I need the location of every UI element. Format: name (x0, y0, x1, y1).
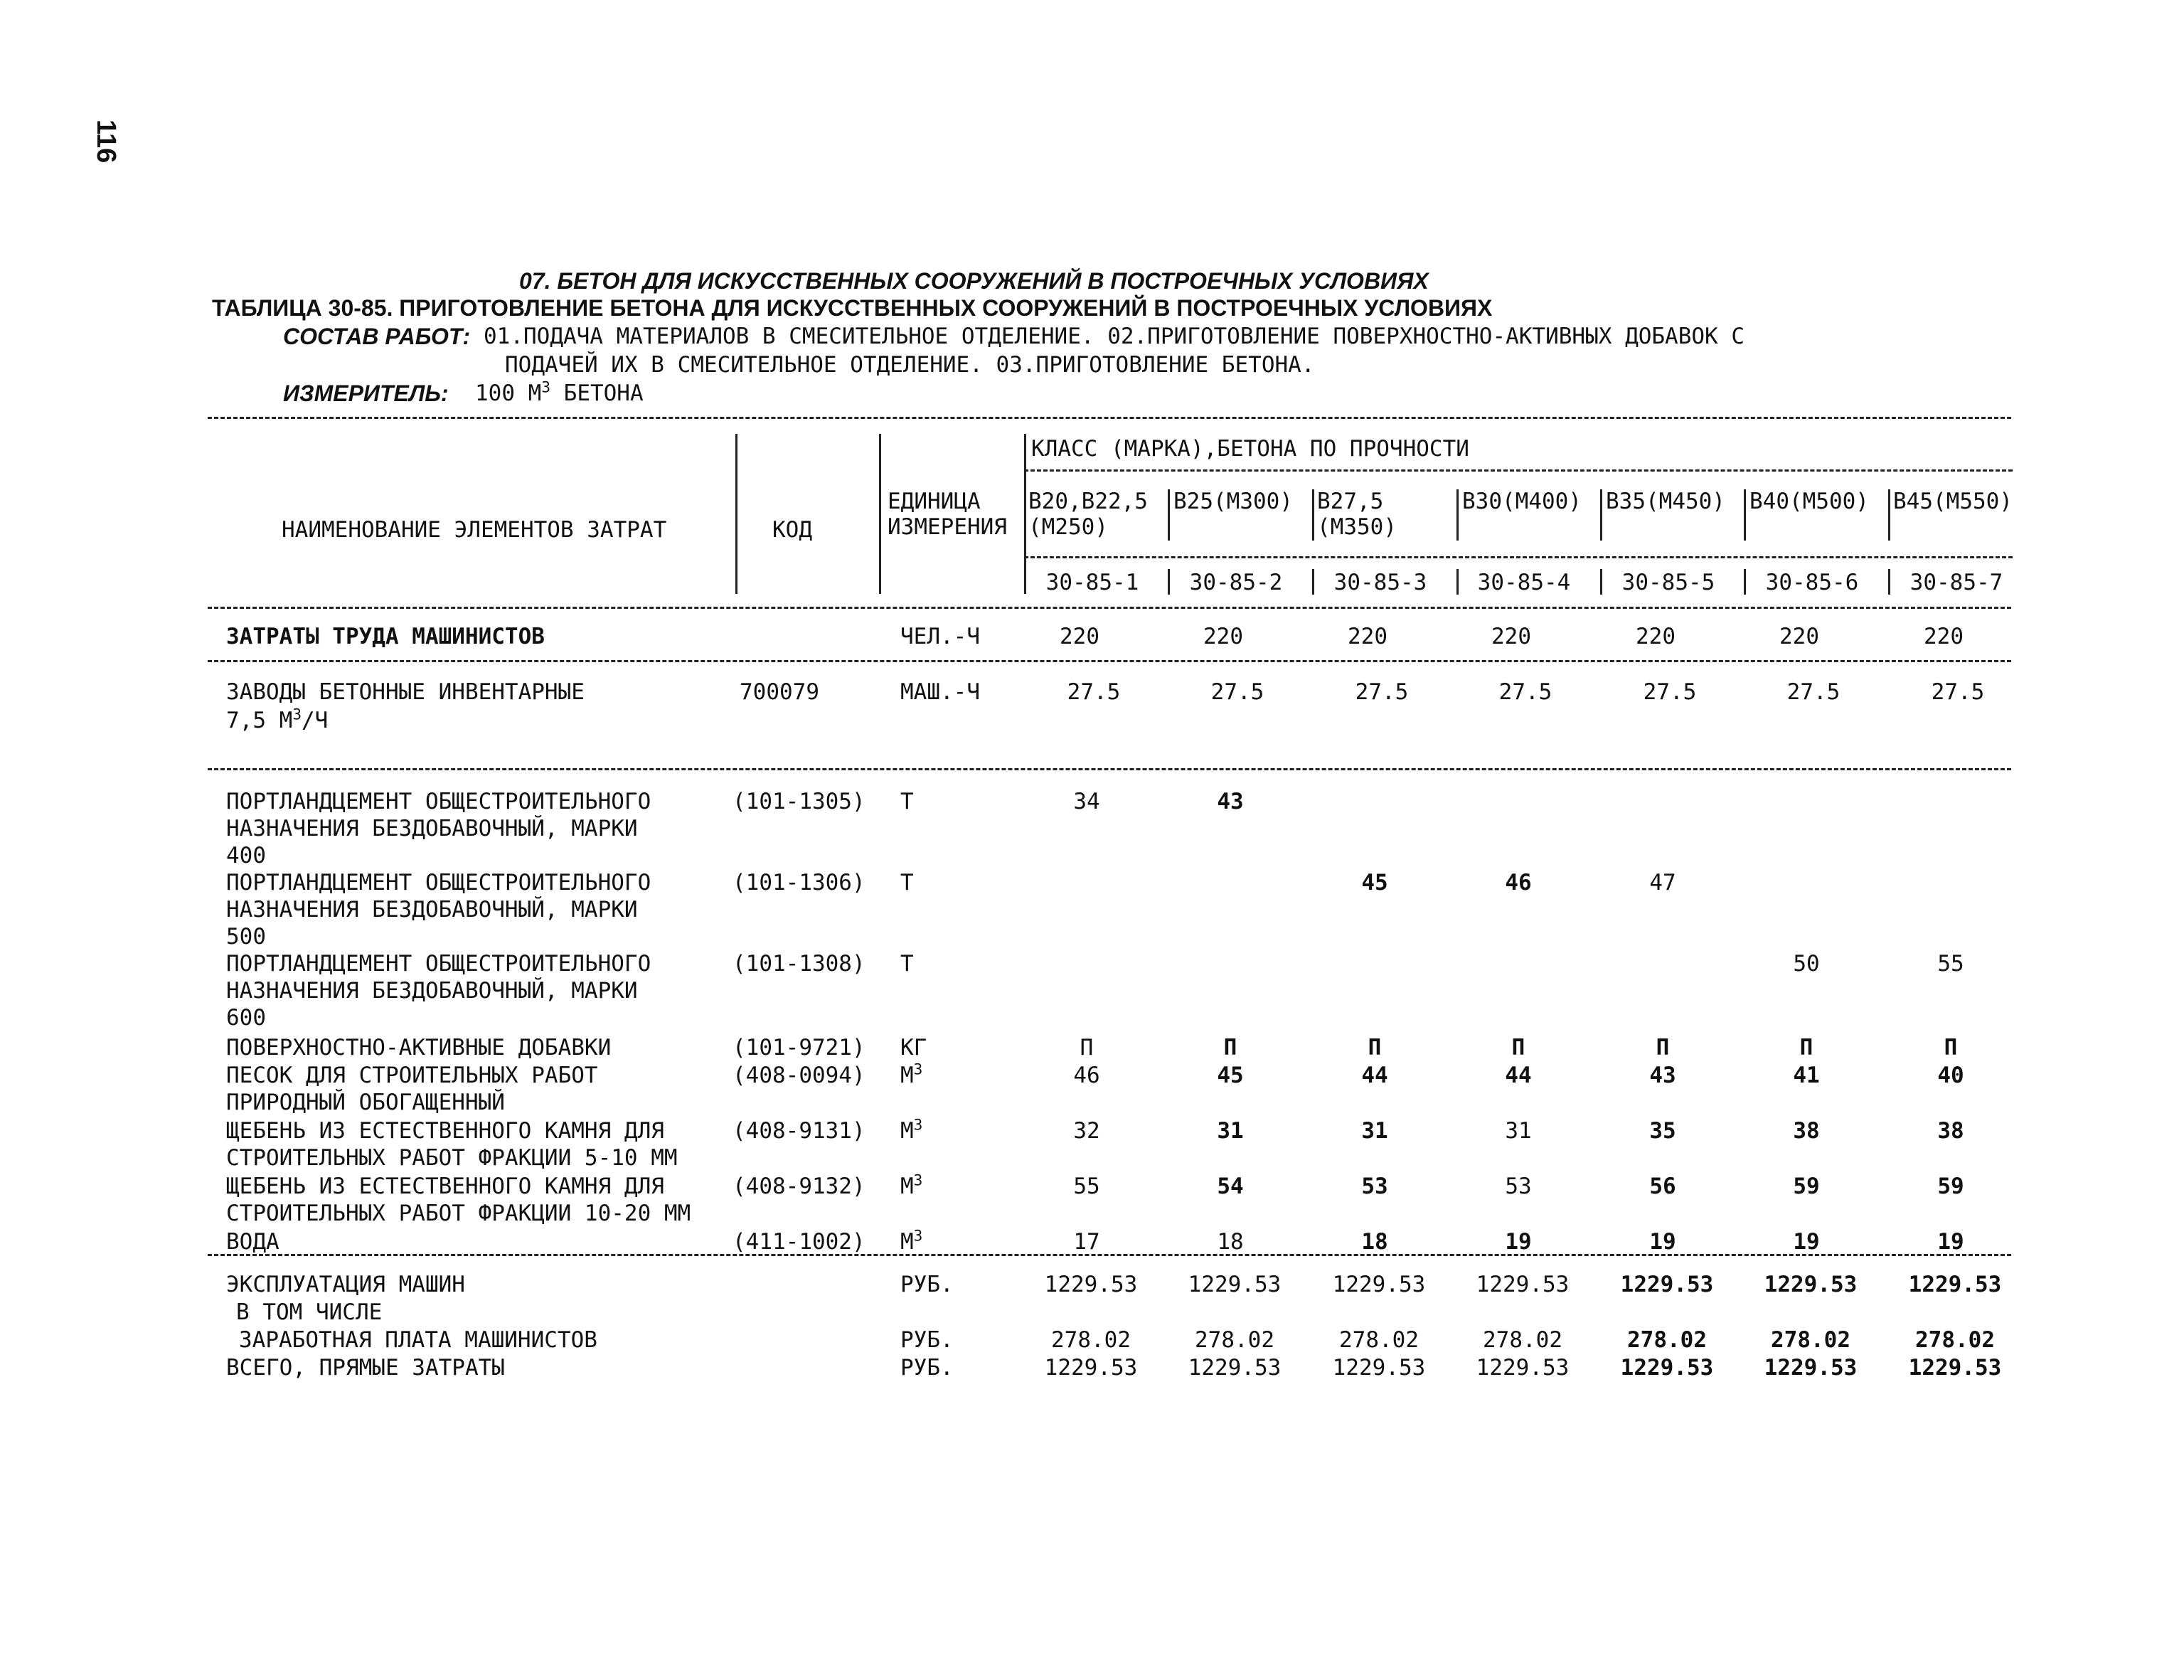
column-header-unit-2: ИЗМЕРЕНИЯ (888, 514, 1007, 540)
material-value: 17 (1073, 1229, 1100, 1255)
material-value: 18 (1361, 1229, 1388, 1255)
row-divider (208, 660, 2011, 662)
material-value: П (1080, 1035, 1094, 1060)
grade-label: В25(М300) (1173, 489, 1293, 514)
material-value: 47 (1649, 870, 1676, 895)
labor-value: 220 (1348, 624, 1387, 649)
material-name: ВОДА (226, 1229, 279, 1255)
operation-value: 1229.53 (1044, 1272, 1138, 1297)
material-name: 500 (226, 924, 266, 950)
labor-value: 220 (1203, 624, 1243, 649)
material-value: 38 (1793, 1118, 1820, 1144)
operation-value: 1229.53 (1332, 1272, 1426, 1297)
grade-divider (1168, 489, 1170, 541)
column-divider (735, 434, 737, 594)
material-code: (411-1002) (733, 1229, 865, 1255)
material-unit: Т (900, 789, 914, 814)
total-name: ВСЕГО, ПРЯМЫЕ ЗАТРАТЫ (226, 1355, 505, 1381)
labor-value: 220 (1924, 624, 1964, 649)
total-value: 1229.53 (1908, 1355, 2002, 1381)
material-value: 45 (1361, 870, 1388, 895)
material-name: 600 (226, 1005, 266, 1031)
material-unit: $М^3$ (900, 1060, 923, 1088)
work-composition-label: СОСТАВ РАБОТ: (283, 324, 471, 349)
grade-sublabel: (М250) (1028, 514, 1108, 540)
header-divider (1024, 469, 2013, 472)
material-value: 35 (1649, 1118, 1676, 1144)
labor-value: 220 (1636, 624, 1676, 649)
wages-value: 278.02 (1915, 1327, 1995, 1353)
table-title: ТАБЛИЦА 30-85. ПРИГОТОВЛЕНИЕ БЕТОНА ДЛЯ ИСКУССТВЕННЫХ СООРУЖЕНИЙ В ПОСТРОЕЧНЫХ УСЛОВИЯХ (212, 295, 1493, 321)
material-value: 38 (1937, 1118, 1964, 1144)
material-name: НАЗНАЧЕНИЯ БЕЗДОБАВОЧНЫЙ, МАРКИ (226, 897, 638, 923)
material-name: ПОРТЛАНДЦЕМЕНТ ОБЩЕСТРОИТЕЛЬНОГО (226, 951, 651, 977)
material-value: 32 (1073, 1118, 1100, 1144)
grade-label: В45(М550) (1893, 489, 2013, 514)
material-name: СТРОИТЕЛЬНЫХ РАБОТ ФРАКЦИИ 5-10 ММ (226, 1145, 678, 1171)
material-value: П (1368, 1035, 1382, 1060)
total-value: 1229.53 (1764, 1355, 1858, 1381)
material-value: П (1799, 1035, 1813, 1060)
material-name: 400 (226, 843, 266, 868)
total-value: 1229.53 (1476, 1355, 1570, 1381)
material-value: П (1223, 1035, 1237, 1060)
header-bottom-border (208, 607, 2011, 609)
material-value: 54 (1217, 1174, 1244, 1199)
machine-value: 27.5 (1786, 679, 1841, 705)
material-value: 55 (1937, 951, 1964, 977)
including-label: В ТОМ ЧИСЛЕ (236, 1299, 383, 1325)
material-value: 53 (1505, 1174, 1532, 1199)
wages-value: 278.02 (1771, 1327, 1850, 1353)
labor-unit: ЧЕЛ.-Ч (900, 624, 980, 649)
material-name: НАЗНАЧЕНИЯ БЕЗДОБАВОЧНЫЙ, МАРКИ (226, 816, 638, 841)
norm-code: 30-85-5 (1621, 570, 1715, 595)
material-unit: Т (900, 870, 914, 895)
machines-name-line-2: 7,5 $М^3/Ч$ (226, 706, 329, 733)
machines-code: 700079 (740, 679, 819, 705)
table-top-border (208, 417, 2011, 419)
material-value: 19 (1505, 1229, 1532, 1255)
material-value: 50 (1793, 951, 1820, 977)
header-divider (1024, 556, 2013, 558)
material-unit: Т (900, 951, 914, 977)
material-value: 41 (1793, 1063, 1820, 1088)
machine-value: 27.5 (1210, 679, 1264, 705)
work-composition-line-1: 01.ПОДАЧА МАТЕРИАЛОВ В СМЕСИТЕЛЬНОЕ ОТДЕЛЕНИЕ. 02.ПРИГОТОВЛЕНИЕ ПОВЕРХНОСТНО-АКТИВНЫХ ДОБАВОК С (484, 324, 1745, 349)
machine-value: 27.5 (1643, 679, 1697, 705)
grade-divider (1744, 489, 1746, 541)
wages-value: 278.02 (1627, 1327, 1707, 1353)
machines-unit: МАШ.-Ч (900, 679, 980, 705)
material-value: П (1511, 1035, 1525, 1060)
material-code: (101-1306) (733, 870, 865, 895)
material-value: 43 (1649, 1063, 1676, 1088)
grade-sublabel: (М350) (1317, 514, 1397, 540)
section-title: 07. БЕТОН ДЛЯ ИСКУССТВЕННЫХ СООРУЖЕНИЙ В ПОСТРОЕЧНЫХ УСЛОВИЯХ (519, 268, 1429, 294)
concrete-class-title: КЛАСС (МАРКА),БЕТОНА ПО ПРОЧНОСТИ (1031, 436, 1469, 462)
norm-code: 30-85-2 (1189, 570, 1283, 595)
material-value: 43 (1217, 789, 1244, 814)
machines-name: ЗАВОДЫ БЕТОННЫЕ ИНВЕНТАРНЫЕ (226, 679, 585, 705)
labor-value: 220 (1779, 624, 1819, 649)
material-name: ПОРТЛАНДЦЕМЕНТ ОБЩЕСТРОИТЕЛЬНОГО (226, 789, 651, 814)
material-value: 40 (1937, 1063, 1964, 1088)
measure-value: 100 $М^3$ БЕТОНА (475, 378, 644, 406)
grade-label: В20,В22,5 (1028, 489, 1148, 514)
norm-code: 30-85-3 (1333, 570, 1427, 595)
material-unit: $М^3$ (900, 1171, 923, 1199)
material-name: ЩЕБЕНЬ ИЗ ЕСТЕСТВЕННОГО КАМНЯ ДЛЯ (226, 1118, 664, 1144)
grade-label: В40(М500) (1749, 489, 1869, 514)
norm-code: 30-85-7 (1909, 570, 2003, 595)
wages-value: 278.02 (1195, 1327, 1274, 1353)
labor-value: 220 (1060, 624, 1099, 649)
machine-value: 27.5 (1498, 679, 1552, 705)
material-value: 31 (1505, 1118, 1532, 1144)
material-value: 55 (1073, 1174, 1100, 1199)
material-name: ПОВЕРХНОСТНО-АКТИВНЫЕ ДОБАВКИ (226, 1035, 612, 1060)
material-name: ПОРТЛАНДЦЕМЕНТ ОБЩЕСТРОИТЕЛЬНОГО (226, 870, 651, 895)
material-value: 56 (1649, 1174, 1676, 1199)
column-header-unit-1: ЕДИНИЦА (888, 489, 981, 514)
machine-value: 27.5 (1355, 679, 1409, 705)
total-value: 1229.53 (1620, 1355, 1714, 1381)
machine-value: 27.5 (1931, 679, 1985, 705)
total-unit: РУБ. (900, 1355, 954, 1381)
material-value: 31 (1217, 1118, 1244, 1144)
machine-value: 27.5 (1067, 679, 1121, 705)
material-code: (101-1305) (733, 789, 865, 814)
norm-code: 30-85-6 (1765, 570, 1859, 595)
material-unit: $М^3$ (900, 1227, 923, 1255)
wages-value: 278.02 (1339, 1327, 1419, 1353)
operation-value: 1229.53 (1764, 1272, 1858, 1297)
machine-operation-unit: РУБ. (900, 1272, 954, 1297)
wages-value: 278.02 (1051, 1327, 1131, 1353)
material-code: (101-1308) (733, 951, 865, 977)
grade-label: В35(М450) (1606, 489, 1725, 514)
column-divider (879, 434, 881, 594)
grade-label: В27,5 (1317, 489, 1384, 514)
material-code: (408-9131) (733, 1118, 865, 1144)
material-unit: КГ (900, 1035, 927, 1060)
grade-label: В30(М400) (1462, 489, 1582, 514)
material-value: 59 (1793, 1174, 1820, 1199)
material-value: 53 (1361, 1174, 1388, 1199)
material-name: ПЕСОК ДЛЯ СТРОИТЕЛЬНЫХ РАБОТ (226, 1063, 598, 1088)
material-value: 59 (1937, 1174, 1964, 1199)
material-code: (101-9721) (733, 1035, 865, 1060)
total-value: 1229.53 (1332, 1355, 1426, 1381)
material-code: (408-9132) (733, 1174, 865, 1199)
row-divider (208, 768, 2011, 770)
material-value: 44 (1361, 1063, 1388, 1088)
material-value: 18 (1217, 1229, 1244, 1255)
operation-value: 1229.53 (1188, 1272, 1282, 1297)
material-name: ЩЕБЕНЬ ИЗ ЕСТЕСТВЕННОГО КАМНЯ ДЛЯ (226, 1174, 664, 1199)
norm-code: 30-85-1 (1045, 570, 1139, 595)
operation-value: 1229.53 (1908, 1272, 2002, 1297)
material-name: СТРОИТЕЛЬНЫХ РАБОТ ФРАКЦИИ 10-20 ММ (226, 1201, 691, 1226)
work-composition-line-2: ПОДАЧЕЙ ИХ В СМЕСИТЕЛЬНОЕ ОТДЕЛЕНИЕ. 03.ПРИГОТОВЛЕНИЕ БЕТОНА. (505, 352, 1315, 378)
column-header-code: КОД (772, 517, 812, 543)
total-value: 1229.53 (1044, 1355, 1138, 1381)
total-value: 1229.53 (1188, 1355, 1282, 1381)
norm-code: 30-85-4 (1477, 570, 1571, 595)
material-name: ПРИРОДНЫЙ ОБОГАЩЕННЫЙ (226, 1090, 505, 1115)
page-number: 116 (91, 119, 121, 164)
material-value: 19 (1649, 1229, 1676, 1255)
operation-value: 1229.53 (1620, 1272, 1714, 1297)
column-header-name: НАИМЕНОВАНИЕ ЭЛЕМЕНТОВ ЗАТРАТ (282, 517, 667, 543)
material-value: П (1944, 1035, 1958, 1060)
material-value: 34 (1073, 789, 1100, 814)
wages-unit: РУБ. (900, 1327, 954, 1353)
grade-divider (1888, 489, 1890, 541)
material-unit: $М^3$ (900, 1116, 923, 1144)
grade-divider (1456, 489, 1459, 541)
row-divider (208, 1254, 2011, 1256)
labor-name: ЗАТРАТЫ ТРУДА МАШИНИСТОВ (226, 624, 545, 649)
operation-value: 1229.53 (1476, 1272, 1570, 1297)
labor-value: 220 (1491, 624, 1531, 649)
wages-value: 278.02 (1483, 1327, 1562, 1353)
wages-name: ЗАРАБОТНАЯ ПЛАТА МАШИНИСТОВ (239, 1327, 597, 1353)
grade-divider (1600, 489, 1602, 541)
material-value: 19 (1937, 1229, 1964, 1255)
material-value: 31 (1361, 1118, 1388, 1144)
material-value: 19 (1793, 1229, 1820, 1255)
grade-divider (1312, 489, 1314, 541)
material-value: П (1656, 1035, 1670, 1060)
machine-operation-name: ЭКСПЛУАТАЦИЯ МАШИН (226, 1272, 465, 1297)
material-value: 45 (1217, 1063, 1244, 1088)
material-value: 46 (1073, 1063, 1100, 1088)
measure-label: ИЗМЕРИТЕЛЬ: (283, 381, 449, 406)
material-value: 44 (1505, 1063, 1532, 1088)
material-name: НАЗНАЧЕНИЯ БЕЗДОБАВОЧНЫЙ, МАРКИ (226, 978, 638, 1004)
material-code: (408-0094) (733, 1063, 865, 1088)
material-value: 46 (1505, 870, 1532, 895)
